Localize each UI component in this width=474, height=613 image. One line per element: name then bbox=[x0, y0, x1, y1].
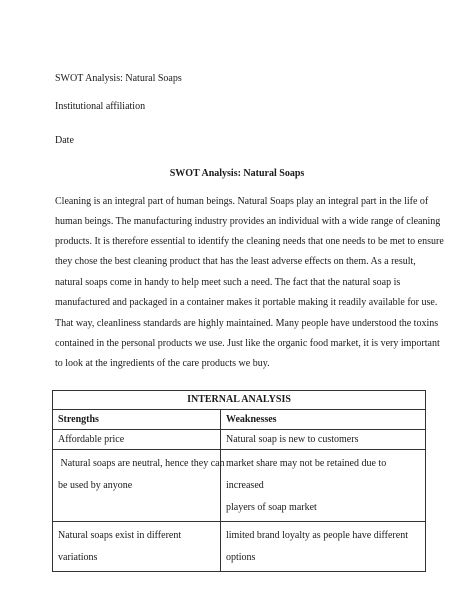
paragraph-line: products. It is therefore essential to identify the cleaning needs that one needs to be met to ensure bbox=[55, 236, 444, 247]
table-title: INTERNAL ANALYSIS bbox=[53, 391, 426, 410]
table-title-row bbox=[53, 391, 426, 410]
paragraph-line: contained in the personal products we use. Just like the organic food market, it is very important bbox=[55, 338, 440, 349]
document-heading: SWOT Analysis: Natural Soaps bbox=[169, 168, 305, 179]
table-row bbox=[53, 522, 426, 572]
cell-text: Natural soaps are neutral, hence they can bbox=[58, 458, 225, 469]
paragraph-line: they chose the best cleaning product that has the least adverse effects on them. As a result, bbox=[55, 256, 416, 267]
institutional-affiliation: Institutional affiliation bbox=[55, 101, 146, 112]
internal-analysis-table bbox=[52, 390, 426, 572]
cell-text: Natural soaps exist in different variations bbox=[58, 530, 182, 563]
cell-text: limited brand loyalty as people have different bbox=[226, 530, 408, 541]
paragraph-line: Cleaning is an integral part of human beings. Natural Soaps play an integral part in the life of bbox=[55, 196, 429, 207]
weakness-cell bbox=[221, 430, 426, 450]
table-row bbox=[53, 430, 426, 450]
paragraph-line: natural soaps come in handy to help meet such a need. The fact that the natural soap is bbox=[55, 277, 401, 288]
weakness-cell bbox=[221, 450, 426, 522]
strength-cell bbox=[53, 522, 221, 572]
table-row bbox=[53, 450, 426, 522]
strength-cell bbox=[53, 450, 225, 522]
paragraph-line: human beings. The manufacturing industry provides an individual with a wide range of cleaning bbox=[55, 216, 441, 227]
strengths-header: Strengths bbox=[53, 410, 221, 430]
table-header-row bbox=[53, 410, 426, 430]
cell-text: Affordable price bbox=[58, 434, 125, 445]
cell-text: market share may not be retained due to increased bbox=[226, 458, 387, 491]
cell-text: be used by anyone bbox=[58, 480, 133, 491]
weaknesses-header: Weaknesses bbox=[221, 410, 426, 430]
paragraph-line: to look at the ingredients of the care products we buy. bbox=[55, 358, 270, 369]
cell-text: options bbox=[226, 552, 256, 563]
title-line: SWOT Analysis: Natural Soaps bbox=[55, 73, 182, 84]
cell-text: players of soap market bbox=[226, 502, 317, 513]
paragraph-line: manufactured and packaged in a container makes it portable making it readily available for use. bbox=[55, 297, 438, 308]
date-line: Date bbox=[55, 135, 74, 146]
cell-text: Natural soap is new to customers bbox=[226, 434, 359, 445]
paragraph-line: That way, cleanliness standards are highly maintained. Many people have understood the toxins bbox=[55, 318, 439, 329]
strength-cell bbox=[53, 430, 221, 450]
weakness-cell bbox=[221, 522, 426, 572]
